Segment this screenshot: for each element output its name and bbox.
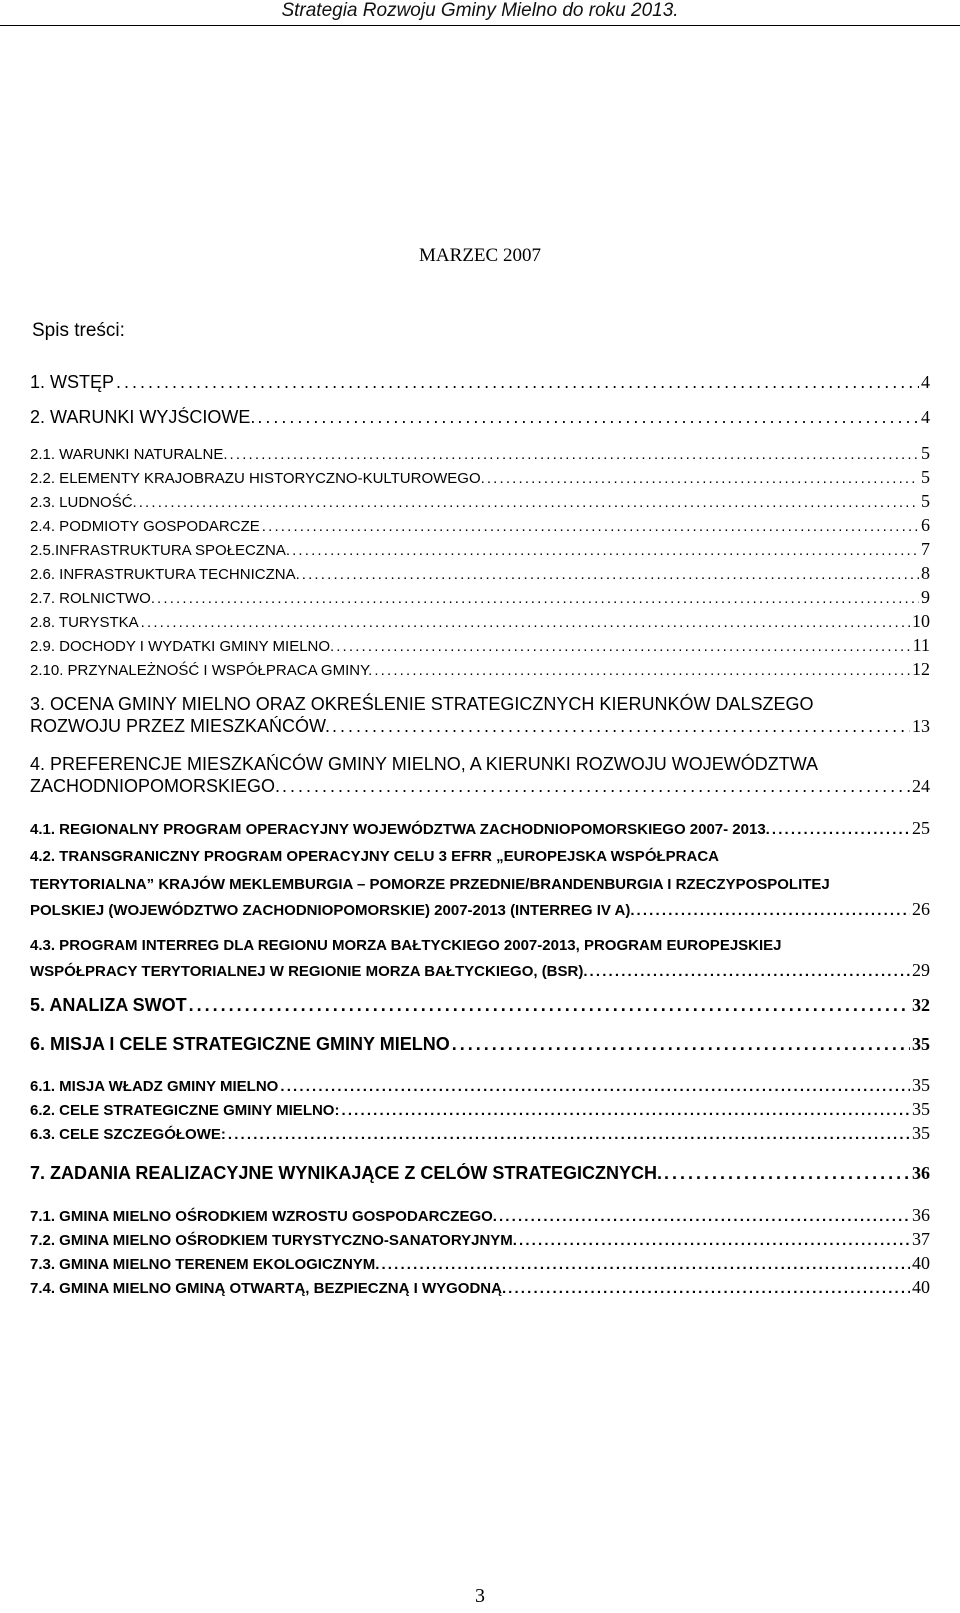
toc-entry-2-10[interactable]: 2.10. PRZYNALEŻNOŚĆ I WSPÓŁPRACA GMINY. . . . 12 <box>30 659 930 680</box>
toc-entry-7[interactable]: 7. ZADANIA REALIZACYJNE WYNIKAJĄCE Z CELÓW STRATEGICZNYCH. . . . 36 <box>30 1163 930 1184</box>
page-number: 3 <box>475 1585 485 1607</box>
toc-title: Spis treści: <box>32 320 125 341</box>
toc-entry-2[interactable]: 2. WARUNKI WYJŚCIOWE. . . . 4 <box>30 407 930 428</box>
toc-entry-6-3[interactable]: 6.3. CELE SZCZEGÓŁOWE: . . . 35 <box>30 1123 930 1144</box>
toc-entry-2-7[interactable]: 2.7. ROLNICTWO. . . . 9 <box>30 587 930 608</box>
toc-entry-2-1[interactable]: 2.1. WARUNKI NATURALNE. . . . 5 <box>30 443 930 464</box>
toc-entry-6-2[interactable]: 6.2. CELE STRATEGICZNE GMINY MIELNO: . . . 35 <box>30 1099 930 1120</box>
toc-entry-7-3[interactable]: 7.3. GMINA MIELNO TERENEM EKOLOGICZNYM. . . . 40 <box>30 1253 930 1274</box>
toc-entry-4[interactable]: 4. PREFERENCJE MIESZKAŃCÓW GMINY MIELNO, A KIERUNKI ROZWOJU WOJEWÓDZTWA ZACHODNIOPOMORSKIEGO. . . . 24 <box>30 752 930 797</box>
toc-entry-7-2[interactable]: 7.2. GMINA MIELNO OŚRODKIEM TURYSTYCZNO-SANATORYJNYM. . . . 37 <box>30 1229 930 1250</box>
toc-entry-2-4[interactable]: 2.4. PODMIOTY GOSPODARCZE . . . 6 <box>30 515 930 536</box>
toc-entry-6-1[interactable]: 6.1. MISJA WŁADZ GMINY MIELNO . . . 35 <box>30 1075 930 1096</box>
toc-entry-5[interactable]: 5. ANALIZA SWOT . . . 32 <box>30 995 930 1016</box>
document-date: MARZEC 2007 <box>419 245 541 266</box>
toc-entry-2-6[interactable]: 2.6. INFRASTRUKTURA TECHNICZNA. . . . 8 <box>30 563 930 584</box>
toc-entry-2-8[interactable]: 2.8. TURYSTKA . . . 10 <box>30 611 930 632</box>
toc-entry-2-5[interactable]: 2.5.INFRASTRUKTURA SPOŁECZNA. . . . 7 <box>30 539 930 560</box>
toc-entry-2-9[interactable]: 2.9. DOCHODY I WYDATKI GMINY MIELNO. . . . 11 <box>30 635 930 656</box>
toc-entry-6[interactable]: 6. MISJA I CELE STRATEGICZNE GMINY MIELNO . . . 35 <box>30 1034 930 1055</box>
toc-entry-4-3[interactable]: 4.3. PROGRAM INTERREG DLA REGIONU MORZA BAŁTYCKIEGO 2007-2013, PROGRAM EUROPEJSKIEJ WSPÓŁPRACY TERYTORIALNEJ W REGIONIE MORZA BAŁTYCKIEGO, (BSR). . . . 29 <box>30 932 930 981</box>
toc-entry-2-2[interactable]: 2.2. ELEMENTY KRAJOBRAZU HISTORYCZNO-KULTUROWEGO. . . . 5 <box>30 467 930 488</box>
document-header <box>0 0 960 26</box>
toc-entry-4-1[interactable]: 4.1. REGIONALNY PROGRAM OPERACYJNY WOJEWÓDZTWA ZACHODNIOPOMORSKIEGO 2007- 2013. . . . 25 <box>30 818 930 839</box>
toc-entry-2-3[interactable]: 2.3. LUDNOŚĆ. . . . 5 <box>30 491 930 512</box>
header-title: Strategia Rozwoju Gminy Mielno do roku 2013. <box>281 0 679 21</box>
toc-entry-4-2[interactable]: 4.2. TRANSGRANICZNY PROGRAM OPERACYJNY CELU 3 EFRR „EUROPEJSKA WSPÓŁPRACA TERYTORIALNA” KRAJÓW MEKLEMBURGIA – POMORZE PRZEDNIE/BRANDENBURGIA I RZECZYPOSPOLITEJ POLSKIEJ (WOJEWÓDZTWO ZACHODNIOPOMORSKIE) 2007-2013 (INTERREG IV A). . . . 26 <box>30 843 930 920</box>
toc-entry-7-1[interactable]: 7.1. GMINA MIELNO OŚRODKIEM WZROSTU GOSPODARCZEGO. . . . 36 <box>30 1205 930 1226</box>
toc-entry-1[interactable]: 1. WSTĘP . . . 4 <box>30 372 930 393</box>
toc-entry-7-4[interactable]: 7.4. GMINA MIELNO GMINĄ OTWARTĄ, BEZPIECZNĄ I WYGODNĄ. . . . 40 <box>30 1277 930 1298</box>
toc-entry-3[interactable]: 3. OCENA GMINY MIELNO ORAZ OKREŚLENIE STRATEGICZNYCH KIERUNKÓW DALSZEGO ROZWOJU PRZEZ MIESZKAŃCÓW. . . . 13 <box>30 692 930 737</box>
